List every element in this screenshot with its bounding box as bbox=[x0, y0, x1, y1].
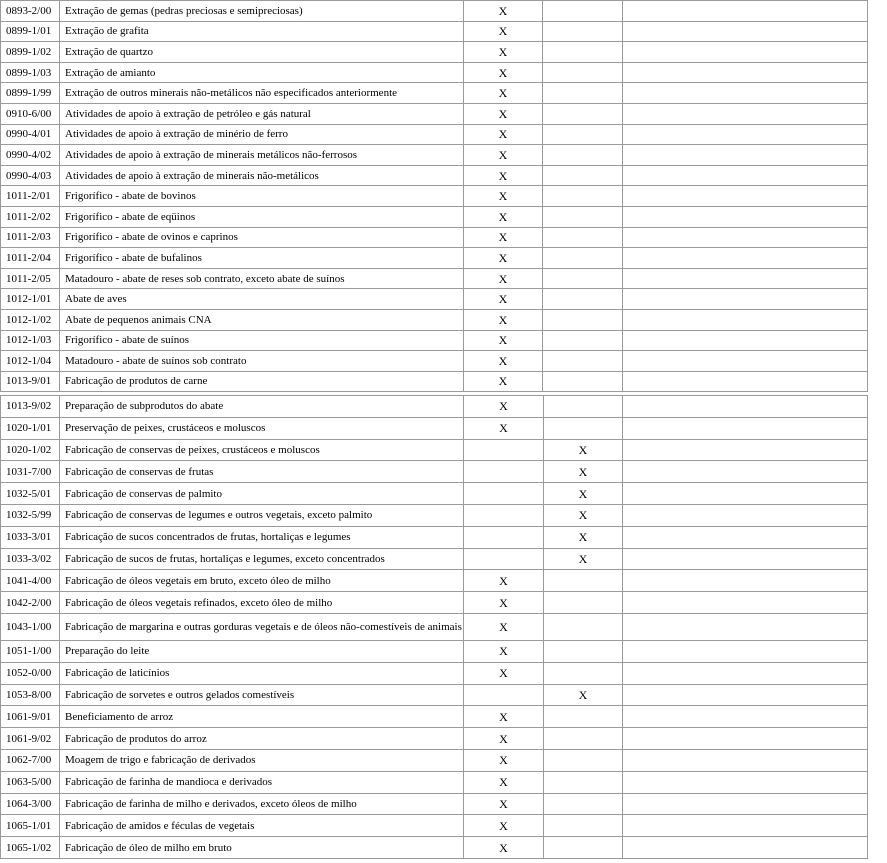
table-row bbox=[1, 62, 868, 83]
activity-description-cell: Frigorífico - abate de suínos bbox=[60, 330, 464, 351]
mark-cell-col1: X bbox=[464, 248, 543, 269]
activity-description-cell: Matadouro - abate de reses sob contrato, exceto abate de suínos bbox=[60, 268, 464, 289]
mark-cell-col2: X bbox=[544, 526, 623, 548]
blank-cell-col3 bbox=[623, 771, 868, 793]
table-row bbox=[1, 248, 868, 269]
table-row bbox=[1, 268, 868, 289]
blank-cell-col3 bbox=[623, 227, 868, 248]
activity-description-cell: Frigorífico - abate de ovinos e caprinos bbox=[60, 227, 464, 248]
activity-description-cell: Fabricação de óleos vegetais refinados, exceto óleo de milho bbox=[60, 592, 464, 614]
mark-cell-col1: X bbox=[464, 793, 544, 815]
activity-code-cell: 0899-1/99 bbox=[1, 83, 60, 104]
activity-description-cell: Extração de quartzo bbox=[60, 42, 464, 63]
blank-cell-col3 bbox=[623, 592, 868, 614]
activity-code-cell: 0899-1/02 bbox=[1, 42, 60, 63]
blank-cell-col3 bbox=[623, 330, 868, 351]
table-row bbox=[1, 165, 868, 186]
mark-cell-col1: X bbox=[464, 1, 543, 22]
activity-code-cell: 1051-1/00 bbox=[1, 640, 60, 662]
table-row bbox=[1, 227, 868, 248]
blank-cell-col3 bbox=[623, 613, 868, 640]
blank-cell-col3 bbox=[623, 662, 868, 684]
mark-cell-col1: X bbox=[464, 268, 543, 289]
blank-cell-col3 bbox=[623, 793, 868, 815]
table-row bbox=[1, 613, 868, 640]
activity-code-cell: 1012-1/01 bbox=[1, 289, 60, 310]
mark-cell-col2 bbox=[543, 309, 623, 330]
table-row bbox=[1, 771, 868, 793]
mark-cell-col2 bbox=[544, 570, 623, 592]
mark-cell-col1 bbox=[464, 548, 544, 570]
activity-description-cell: Fabricação de conservas de frutas bbox=[60, 461, 464, 483]
activity-description-cell: Extração de outros minerais não-metálicos não especificados anteriormente bbox=[60, 83, 464, 104]
mark-cell-col2 bbox=[543, 21, 623, 42]
activity-code-cell: 0990-4/02 bbox=[1, 145, 60, 166]
activity-description-cell: Preparação de subprodutos do abate bbox=[60, 396, 464, 418]
mark-cell-col2 bbox=[544, 417, 623, 439]
table-row bbox=[1, 289, 868, 310]
blank-cell-col3 bbox=[623, 548, 868, 570]
activity-description-cell: Abate de pequenos animais CNA bbox=[60, 309, 464, 330]
mark-cell-col2 bbox=[543, 206, 623, 227]
activity-description-cell: Abate de aves bbox=[60, 289, 464, 310]
activity-code-cell: 1065-1/02 bbox=[1, 837, 60, 859]
activity-description-cell: Fabricação de margarina e outras gorduras vegetais e de óleos não-comestíveis de animais bbox=[60, 613, 464, 640]
blank-cell-col3 bbox=[623, 570, 868, 592]
mark-cell-col1: X bbox=[464, 640, 544, 662]
activity-description-cell: Fabricação de farinha de mandioca e derivados bbox=[60, 771, 464, 793]
table-row bbox=[1, 640, 868, 662]
mark-cell-col2 bbox=[543, 103, 623, 124]
mark-cell-col2 bbox=[544, 640, 623, 662]
mark-cell-col2 bbox=[543, 1, 623, 22]
table-row bbox=[1, 706, 868, 728]
table-row bbox=[1, 504, 868, 526]
activity-code-cell: 1011-2/02 bbox=[1, 206, 60, 227]
activity-description-cell: Fabricação de amidos e féculas de vegetais bbox=[60, 815, 464, 837]
mark-cell-col2 bbox=[544, 613, 623, 640]
blank-cell-col3 bbox=[623, 42, 868, 63]
mark-cell-col2 bbox=[544, 728, 623, 750]
table-row bbox=[1, 206, 868, 227]
blank-cell-col3 bbox=[623, 124, 868, 145]
mark-cell-col2 bbox=[543, 351, 623, 372]
activity-description-cell: Fabricação de conservas de legumes e outros vegetais, exceto palmito bbox=[60, 504, 464, 526]
table-row bbox=[1, 439, 868, 461]
activity-code-cell: 1062-7/00 bbox=[1, 749, 60, 771]
activity-description-cell: Atividades de apoio à extração de minerais não-metálicos bbox=[60, 165, 464, 186]
activity-description-cell: Fabricação de sorvetes e outros gelados comestíveis bbox=[60, 684, 464, 706]
blank-cell-col3 bbox=[623, 483, 868, 505]
blank-cell-col3 bbox=[623, 186, 868, 207]
mark-cell-col2 bbox=[543, 330, 623, 351]
mark-cell-col2 bbox=[543, 371, 623, 392]
activity-code-cell: 1042-2/00 bbox=[1, 592, 60, 614]
blank-cell-col3 bbox=[623, 526, 868, 548]
activity-description-cell: Fabricação de produtos do arroz bbox=[60, 728, 464, 750]
activity-code-cell: 1041-4/00 bbox=[1, 570, 60, 592]
blank-cell-col3 bbox=[623, 206, 868, 227]
activity-code-cell: 0893-2/00 bbox=[1, 1, 60, 22]
activity-code-cell: 0899-1/01 bbox=[1, 21, 60, 42]
mark-cell-col2: X bbox=[544, 461, 623, 483]
blank-cell-col3 bbox=[623, 351, 868, 372]
blank-cell-col3 bbox=[623, 165, 868, 186]
table-row bbox=[1, 662, 868, 684]
mark-cell-col2 bbox=[544, 837, 623, 859]
activity-code-cell: 1020-1/02 bbox=[1, 439, 60, 461]
activity-description-cell: Fabricação de óleo de milho em bruto bbox=[60, 837, 464, 859]
mark-cell-col1: X bbox=[464, 165, 543, 186]
table-row bbox=[1, 749, 868, 771]
mark-cell-col1: X bbox=[464, 837, 544, 859]
blank-cell-col3 bbox=[623, 684, 868, 706]
table-row bbox=[1, 526, 868, 548]
mark-cell-col1: X bbox=[464, 227, 543, 248]
activity-description-cell: Atividades de apoio à extração de minério de ferro bbox=[60, 124, 464, 145]
activity-description-cell: Moagem de trigo e fabricação de derivados bbox=[60, 749, 464, 771]
blank-cell-col3 bbox=[623, 268, 868, 289]
activity-table-bottom bbox=[0, 395, 868, 859]
mark-cell-col1: X bbox=[464, 124, 543, 145]
mark-cell-col1: X bbox=[464, 103, 543, 124]
mark-cell-col2: X bbox=[544, 504, 623, 526]
table-row bbox=[1, 815, 868, 837]
mark-cell-col1: X bbox=[464, 21, 543, 42]
blank-cell-col3 bbox=[623, 706, 868, 728]
blank-cell-col3 bbox=[623, 504, 868, 526]
mark-cell-col1: X bbox=[464, 417, 544, 439]
activity-code-cell: 1052-0/00 bbox=[1, 662, 60, 684]
activity-code-cell: 1011-2/03 bbox=[1, 227, 60, 248]
table-row bbox=[1, 351, 868, 372]
activity-code-cell: 1061-9/02 bbox=[1, 728, 60, 750]
blank-cell-col3 bbox=[623, 396, 868, 418]
activity-description-cell: Fabricação de óleos vegetais em bruto, exceto óleo de milho bbox=[60, 570, 464, 592]
mark-cell-col1: X bbox=[464, 145, 543, 166]
mark-cell-col1: X bbox=[464, 706, 544, 728]
blank-cell-col3 bbox=[623, 309, 868, 330]
mark-cell-col2 bbox=[543, 62, 623, 83]
activity-code-cell: 1013-9/02 bbox=[1, 396, 60, 418]
blank-cell-col3 bbox=[623, 439, 868, 461]
blank-cell-col3 bbox=[623, 1, 868, 22]
blank-cell-col3 bbox=[623, 289, 868, 310]
activity-description-cell: Fabricação de conservas de palmito bbox=[60, 483, 464, 505]
table-row bbox=[1, 483, 868, 505]
table-row bbox=[1, 417, 868, 439]
mark-cell-col1: X bbox=[464, 309, 543, 330]
activity-code-cell: 1033-3/01 bbox=[1, 526, 60, 548]
activity-code-cell: 1043-1/00 bbox=[1, 613, 60, 640]
table-row bbox=[1, 548, 868, 570]
mark-cell-col2: X bbox=[544, 684, 623, 706]
mark-cell-col1: X bbox=[464, 186, 543, 207]
blank-cell-col3 bbox=[623, 21, 868, 42]
mark-cell-col2 bbox=[544, 815, 623, 837]
mark-cell-col1 bbox=[464, 439, 544, 461]
mark-cell-col1: X bbox=[464, 592, 544, 614]
mark-cell-col2 bbox=[543, 289, 623, 310]
activity-description-cell: Atividades de apoio à extração de minerais metálicos não-ferrosos bbox=[60, 145, 464, 166]
mark-cell-col1: X bbox=[464, 330, 543, 351]
activity-code-cell: 1012-1/03 bbox=[1, 330, 60, 351]
mark-cell-col1: X bbox=[464, 62, 543, 83]
mark-cell-col1 bbox=[464, 483, 544, 505]
mark-cell-col2 bbox=[543, 124, 623, 145]
blank-cell-col3 bbox=[623, 837, 868, 859]
blank-cell-col3 bbox=[623, 640, 868, 662]
mark-cell-col1: X bbox=[464, 351, 543, 372]
activity-table-top bbox=[0, 0, 868, 392]
mark-cell-col2 bbox=[544, 793, 623, 815]
activity-description-cell: Fabricação de produtos de carne bbox=[60, 371, 464, 392]
blank-cell-col3 bbox=[623, 62, 868, 83]
table-row bbox=[1, 461, 868, 483]
activity-code-cell: 1063-5/00 bbox=[1, 771, 60, 793]
mark-cell-col2 bbox=[544, 396, 623, 418]
blank-cell-col3 bbox=[623, 728, 868, 750]
mark-cell-col1: X bbox=[464, 42, 543, 63]
mark-cell-col1: X bbox=[464, 771, 544, 793]
activity-code-cell: 1012-1/04 bbox=[1, 351, 60, 372]
activity-code-cell: 1011-2/01 bbox=[1, 186, 60, 207]
activity-code-cell: 1064-3/00 bbox=[1, 793, 60, 815]
activity-code-cell: 0910-6/00 bbox=[1, 103, 60, 124]
table-row bbox=[1, 793, 868, 815]
table-row bbox=[1, 124, 868, 145]
activity-code-cell: 1065-1/01 bbox=[1, 815, 60, 837]
table-row bbox=[1, 186, 868, 207]
blank-cell-col3 bbox=[623, 371, 868, 392]
blank-cell-col3 bbox=[623, 749, 868, 771]
activity-code-cell: 0899-1/03 bbox=[1, 62, 60, 83]
mark-cell-col2 bbox=[543, 248, 623, 269]
blank-cell-col3 bbox=[623, 461, 868, 483]
activity-code-cell: 1012-1/02 bbox=[1, 309, 60, 330]
mark-cell-col1: X bbox=[464, 749, 544, 771]
activity-description-cell: Atividades de apoio à extração de petróleo e gás natural bbox=[60, 103, 464, 124]
activity-code-cell: 1053-8/00 bbox=[1, 684, 60, 706]
activity-description-cell: Extração de grafita bbox=[60, 21, 464, 42]
activity-code-cell: 1011-2/05 bbox=[1, 268, 60, 289]
mark-cell-col1 bbox=[464, 461, 544, 483]
blank-cell-col3 bbox=[623, 103, 868, 124]
mark-cell-col1: X bbox=[464, 662, 544, 684]
mark-cell-col2 bbox=[543, 145, 623, 166]
mark-cell-col1: X bbox=[464, 83, 543, 104]
blank-cell-col3 bbox=[623, 83, 868, 104]
activity-description-cell: Preservação de peixes, crustáceos e moluscos bbox=[60, 417, 464, 439]
mark-cell-col1: X bbox=[464, 396, 544, 418]
table-row bbox=[1, 42, 868, 63]
activity-description-cell: Extração de amianto bbox=[60, 62, 464, 83]
table-row bbox=[1, 145, 868, 166]
activity-description-cell: Fabricação de laticínios bbox=[60, 662, 464, 684]
table-row bbox=[1, 309, 868, 330]
blank-cell-col3 bbox=[623, 145, 868, 166]
mark-cell-col1 bbox=[464, 526, 544, 548]
blank-cell-col3 bbox=[623, 417, 868, 439]
mark-cell-col1: X bbox=[464, 206, 543, 227]
table-row bbox=[1, 21, 868, 42]
table-row bbox=[1, 728, 868, 750]
activity-description-cell: Frigorífico - abate de bovinos bbox=[60, 186, 464, 207]
mark-cell-col2 bbox=[543, 165, 623, 186]
activity-code-cell: 1013-9/01 bbox=[1, 371, 60, 392]
activity-description-cell: Fabricação de farinha de milho e derivados, exceto óleos de milho bbox=[60, 793, 464, 815]
activity-description-cell: Preparação do leite bbox=[60, 640, 464, 662]
mark-cell-col1: X bbox=[464, 728, 544, 750]
mark-cell-col2: X bbox=[544, 483, 623, 505]
activity-code-cell: 1011-2/04 bbox=[1, 248, 60, 269]
mark-cell-col2 bbox=[544, 592, 623, 614]
activity-description-cell: Beneficiamento de arroz bbox=[60, 706, 464, 728]
table-row bbox=[1, 570, 868, 592]
table-row bbox=[1, 330, 868, 351]
table-row bbox=[1, 684, 868, 706]
mark-cell-col1: X bbox=[464, 570, 544, 592]
activity-description-cell: Fabricação de conservas de peixes, crustáceos e moluscos bbox=[60, 439, 464, 461]
mark-cell-col1: X bbox=[464, 371, 543, 392]
activity-description-cell: Extração de gemas (pedras preciosas e semipreciosas) bbox=[60, 1, 464, 22]
table-row bbox=[1, 103, 868, 124]
activity-description-cell: Frigorífico - abate de eqüinos bbox=[60, 206, 464, 227]
mark-cell-col2: X bbox=[544, 548, 623, 570]
mark-cell-col2 bbox=[543, 227, 623, 248]
activity-code-cell: 0990-4/03 bbox=[1, 165, 60, 186]
table-row bbox=[1, 837, 868, 859]
table-row bbox=[1, 371, 868, 392]
activity-code-cell: 0990-4/01 bbox=[1, 124, 60, 145]
activity-description-cell: Fabricação de sucos de frutas, hortaliças e legumes, exceto concentrados bbox=[60, 548, 464, 570]
mark-cell-col2 bbox=[544, 662, 623, 684]
mark-cell-col2 bbox=[543, 42, 623, 63]
mark-cell-col2 bbox=[544, 706, 623, 728]
activity-code-cell: 1031-7/00 bbox=[1, 461, 60, 483]
table-row bbox=[1, 396, 868, 418]
mark-cell-col2: X bbox=[544, 439, 623, 461]
mark-cell-col2 bbox=[543, 268, 623, 289]
mark-cell-col1 bbox=[464, 684, 544, 706]
mark-cell-col2 bbox=[544, 749, 623, 771]
blank-cell-col3 bbox=[623, 815, 868, 837]
activity-code-cell: 1032-5/01 bbox=[1, 483, 60, 505]
activity-description-cell: Matadouro - abate de suínos sob contrato bbox=[60, 351, 464, 372]
activity-description-cell: Frigorífico - abate de bufalinos bbox=[60, 248, 464, 269]
mark-cell-col2 bbox=[544, 771, 623, 793]
table-row bbox=[1, 83, 868, 104]
activity-description-cell: Fabricação de sucos concentrados de frutas, hortaliças e legumes bbox=[60, 526, 464, 548]
mark-cell-col2 bbox=[543, 186, 623, 207]
mark-cell-col2 bbox=[543, 83, 623, 104]
table-row bbox=[1, 592, 868, 614]
activity-code-cell: 1033-3/02 bbox=[1, 548, 60, 570]
blank-cell-col3 bbox=[623, 248, 868, 269]
activity-code-cell: 1020-1/01 bbox=[1, 417, 60, 439]
mark-cell-col1 bbox=[464, 504, 544, 526]
mark-cell-col1: X bbox=[464, 815, 544, 837]
mark-cell-col1: X bbox=[464, 613, 544, 640]
mark-cell-col1: X bbox=[464, 289, 543, 310]
table-row bbox=[1, 1, 868, 22]
activity-code-cell: 1032-5/99 bbox=[1, 504, 60, 526]
activity-code-cell: 1061-9/01 bbox=[1, 706, 60, 728]
